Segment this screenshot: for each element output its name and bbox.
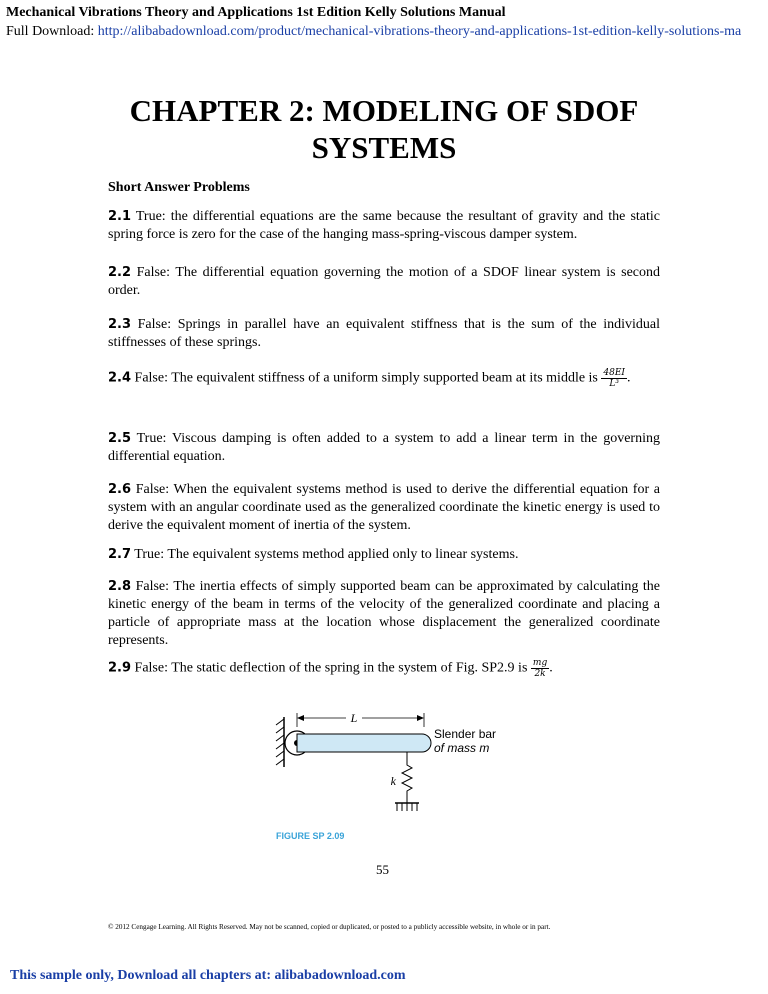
copyright-notice: © 2012 Cengage Learning. All Rights Reserved. May not be scanned, copied or duplicated, or posted to a publicly accessible website, in whole or in part. bbox=[108, 923, 551, 931]
spring-label: k bbox=[390, 774, 396, 788]
problem-text: False: The static deflection of the spring in the system of Fig. SP2.9 is bbox=[131, 660, 531, 676]
problem-2-7 bbox=[108, 546, 660, 564]
problem-number: 2.8 bbox=[108, 579, 132, 594]
bar-label-line1: Slender bar bbox=[434, 727, 497, 741]
download-line bbox=[6, 24, 741, 40]
deflection-fraction bbox=[531, 658, 549, 679]
problem-number: 2.6 bbox=[108, 482, 132, 497]
length-label: L bbox=[350, 711, 358, 725]
problem-text: False: The differential equation governing the motion of a SDOF linear system is second order. bbox=[108, 265, 660, 298]
problem-2-4 bbox=[108, 368, 660, 389]
figure-caption: FIGURE SP 2.09 bbox=[276, 831, 345, 841]
problem-number: 2.7 bbox=[108, 547, 132, 562]
fraction-numerator: 48EI bbox=[603, 368, 625, 378]
fraction-denominator: 2k bbox=[534, 669, 546, 679]
fraction-numerator: mg bbox=[532, 658, 548, 668]
problem-2-1 bbox=[108, 208, 660, 244]
problem-number: 2.3 bbox=[108, 317, 132, 332]
bar-label-line2: of mass m bbox=[434, 741, 490, 755]
fraction-denominator: L³ bbox=[609, 379, 619, 389]
problem-2-6 bbox=[108, 481, 660, 535]
problem-2-2 bbox=[108, 264, 660, 300]
problem-number: 2.2 bbox=[108, 265, 132, 280]
wall-hatching bbox=[276, 719, 284, 765]
document-header-title: Mechanical Vibrations Theory and Applications 1st Edition Kelly Solutions Manual bbox=[6, 5, 506, 20]
problem-tail: . bbox=[549, 660, 553, 676]
ground-hatching bbox=[397, 803, 417, 811]
dimension-arrow-right bbox=[417, 715, 424, 721]
figure-sp-2-09 bbox=[262, 705, 502, 845]
problem-2-8 bbox=[108, 578, 660, 650]
problem-tail: . bbox=[626, 370, 631, 386]
problem-text: False: The equivalent stiffness of a uniform simply supported beam at its middle is bbox=[131, 370, 602, 386]
problem-2-9 bbox=[108, 658, 660, 679]
problem-text: True: the differential equations are the same because the resultant of gravity and the static spring force is zero for the case of the hanging mass-spring-viscous damper system. bbox=[108, 209, 660, 242]
problem-text: True: The equivalent systems method applied only to linear systems. bbox=[131, 547, 519, 562]
problem-2-5 bbox=[108, 430, 660, 466]
problem-number: 2.9 bbox=[108, 660, 132, 676]
problem-text: False: When the equivalent systems method is used to derive the differential equation for a system with an angular coordinate used as the generalized coordinate the kinetic energy is used to derive the equivalent moment of inertia of the system. bbox=[108, 482, 660, 533]
problem-number: 2.5 bbox=[108, 431, 132, 446]
chapter-title: CHAPTER 2: MODELING OF SDOF SYSTEMS bbox=[129, 93, 639, 165]
spring bbox=[402, 752, 412, 803]
download-label: Full Download: bbox=[6, 24, 98, 39]
problem-number: 2.4 bbox=[108, 370, 132, 386]
problem-number: 2.1 bbox=[108, 209, 132, 224]
slender-bar bbox=[297, 734, 431, 752]
page-number: 55 bbox=[376, 862, 389, 877]
download-footer[interactable]: This sample only, Download all chapters at: alibabadownload.com bbox=[10, 968, 406, 983]
dimension-arrow-left bbox=[297, 715, 304, 721]
download-link[interactable]: http://alibabadownload.com/product/mechanical-vibrations-theory-and-applications-1st-edition-kelly-solutions-ma bbox=[97, 24, 742, 39]
stiffness-fraction bbox=[601, 368, 627, 389]
problem-text: False: The inertia effects of simply supported beam can be approximated by calculating the kinetic energy of the beam in terms of the velocity of the generalized coordinate and placing a particle of appropriate mass at the location whose displacement the generalized coordinate represents. bbox=[108, 579, 660, 648]
section-title: Short Answer Problems bbox=[108, 180, 250, 195]
problem-2-3 bbox=[108, 316, 660, 352]
problem-text: True: Viscous damping is often added to a system to add a linear term in the governing differential equation. bbox=[108, 431, 660, 464]
problem-text: False: Springs in parallel have an equivalent stiffness that is the sum of the individual stiffnesses of these springs. bbox=[108, 317, 660, 350]
